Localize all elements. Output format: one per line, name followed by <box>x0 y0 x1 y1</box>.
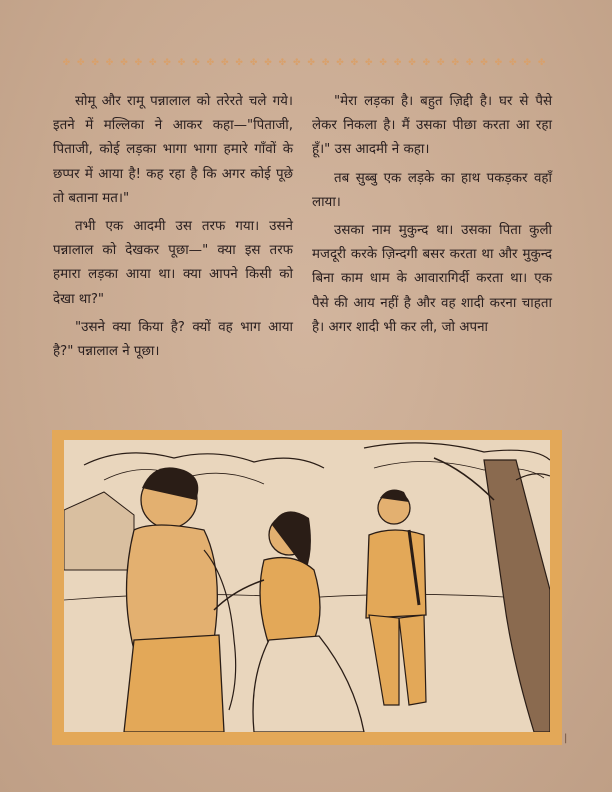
paragraph: उसका नाम मुकुन्द था। उसका पिता कुली मजदूरी करके ज़िन्दगी बसर करता था और मुकुन्द बिना काम धाम के आवारागिर्दी करता था। एक पैसे की आय नहीं है और वह शादी करना चाहता है। अगर शादी भी कर ली, जो अपना <box>312 223 552 335</box>
paragraph: "उसने क्या किया है? क्यों वह भाग आया है?" पन्नालाल ने पूछा। <box>53 319 293 360</box>
illustration-frame <box>52 430 562 745</box>
woman-blouse <box>260 558 320 645</box>
text-column-left <box>53 90 293 368</box>
edge-mark: | <box>564 733 568 744</box>
paragraph: तब सुब्बु एक लड़के का हाथ पकड़कर वहाँ लाया। <box>312 170 552 210</box>
man-dhoti <box>124 635 224 732</box>
decorative-border: ✤ ✤ ✤ ✤ ✤ ✤ ✤ ✤ ✤ ✤ ✤ ✤ ✤ ✤ ✤ ✤ ✤ ✤ ✤ ✤ ✤ ✤ ✤ ✤ ✤ ✤ ✤ ✤ ✤ ✤ ✤ ✤ ✤ ✤ <box>62 58 548 68</box>
paragraph: सोमू और रामू पन्नालाल को तरेरते चले गये। इतने में मल्लिका ने आकर कहा—"पिताजी, पिताजी, कोई लड़का भागा भागा हमारे गाँवों के छप्पर में आया है! कह रहा है कि अगर कोई पूछे तो बताना मत।" <box>53 94 293 206</box>
paragraph: "मेरा लड़का है। बहुत ज़िद्दी है। घर से पैसे लेकर निकला है। मैं उसका पीछा करता आ रहा हूँ।" उस आदमी ने कहा। <box>312 94 552 158</box>
illustration <box>64 440 550 732</box>
youth-kurta <box>366 530 426 618</box>
paragraph: तभी एक आदमी उस तरफ गया। उसने पन्नालाल को देखकर पूछा—" क्या इस तरफ हमारा लड़का आया था। क्या आपने किसी को देखा था?" <box>53 219 293 307</box>
text-column-right <box>312 90 552 344</box>
man-torso <box>127 525 218 650</box>
